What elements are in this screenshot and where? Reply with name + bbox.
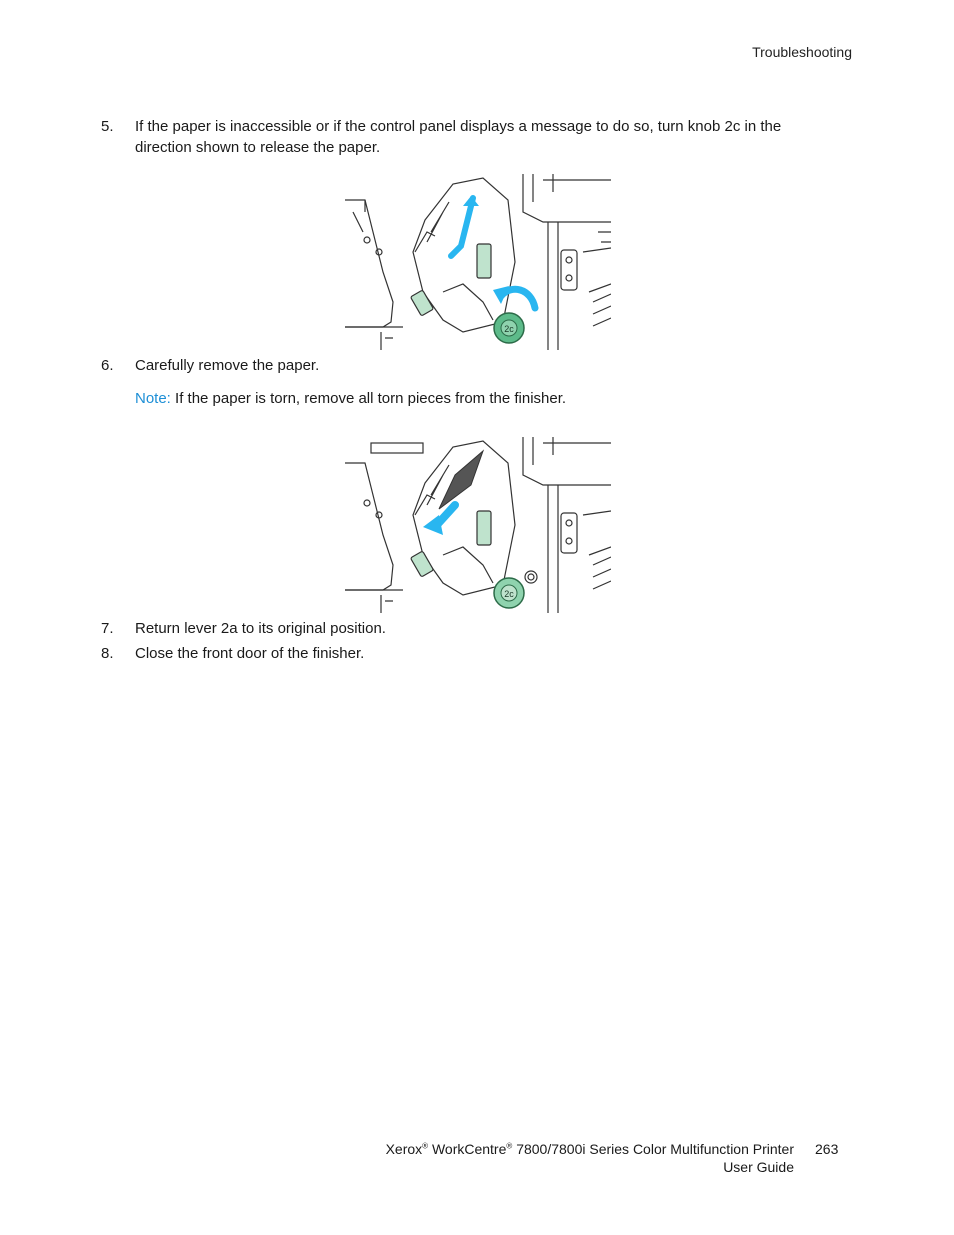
note	[135, 388, 566, 409]
footer-brand: Xerox	[385, 1141, 423, 1157]
footer-guide: User Guide	[723, 1159, 794, 1175]
footer-product-rest: 7800/7800i Series Color Multifunction Printer	[516, 1141, 794, 1157]
step-number: 6.	[101, 357, 114, 374]
finisher-diagram-2	[343, 435, 611, 615]
footer-product-line	[386, 1140, 794, 1158]
step-6	[101, 355, 835, 376]
finisher-illustration-turn-knob	[343, 172, 611, 352]
step-7	[101, 618, 835, 639]
registered-mark: ®	[506, 1141, 513, 1151]
finisher-illustration-remove-paper	[343, 435, 611, 615]
note-text: If the paper is torn, remove all torn pieces from the finisher.	[170, 390, 567, 407]
finisher-diagram-1	[343, 172, 611, 352]
step-8	[101, 643, 835, 664]
page-number: 263	[815, 1141, 839, 1157]
knob-label: 2c	[504, 324, 514, 334]
step-text: Close the front door of the finisher.	[135, 645, 365, 662]
running-header: Troubleshooting	[752, 44, 852, 60]
registered-mark: ®	[422, 1141, 429, 1151]
step-text: Return lever 2a to its original position.	[135, 620, 386, 637]
step-number: 8.	[101, 645, 114, 662]
knob-label: 2c	[504, 589, 514, 599]
page-footer	[386, 1140, 794, 1176]
note-label: Note:	[135, 390, 171, 407]
step-text: Carefully remove the paper.	[135, 357, 320, 374]
step-5	[101, 116, 835, 158]
step-number: 7.	[101, 620, 114, 637]
footer-product: WorkCentre	[431, 1141, 507, 1157]
step-text: If the paper is inaccessible or if the control panel displays a message to do so, turn knob 2c in the direction shown to release the paper.	[135, 118, 782, 156]
step-number: 5.	[101, 118, 114, 135]
